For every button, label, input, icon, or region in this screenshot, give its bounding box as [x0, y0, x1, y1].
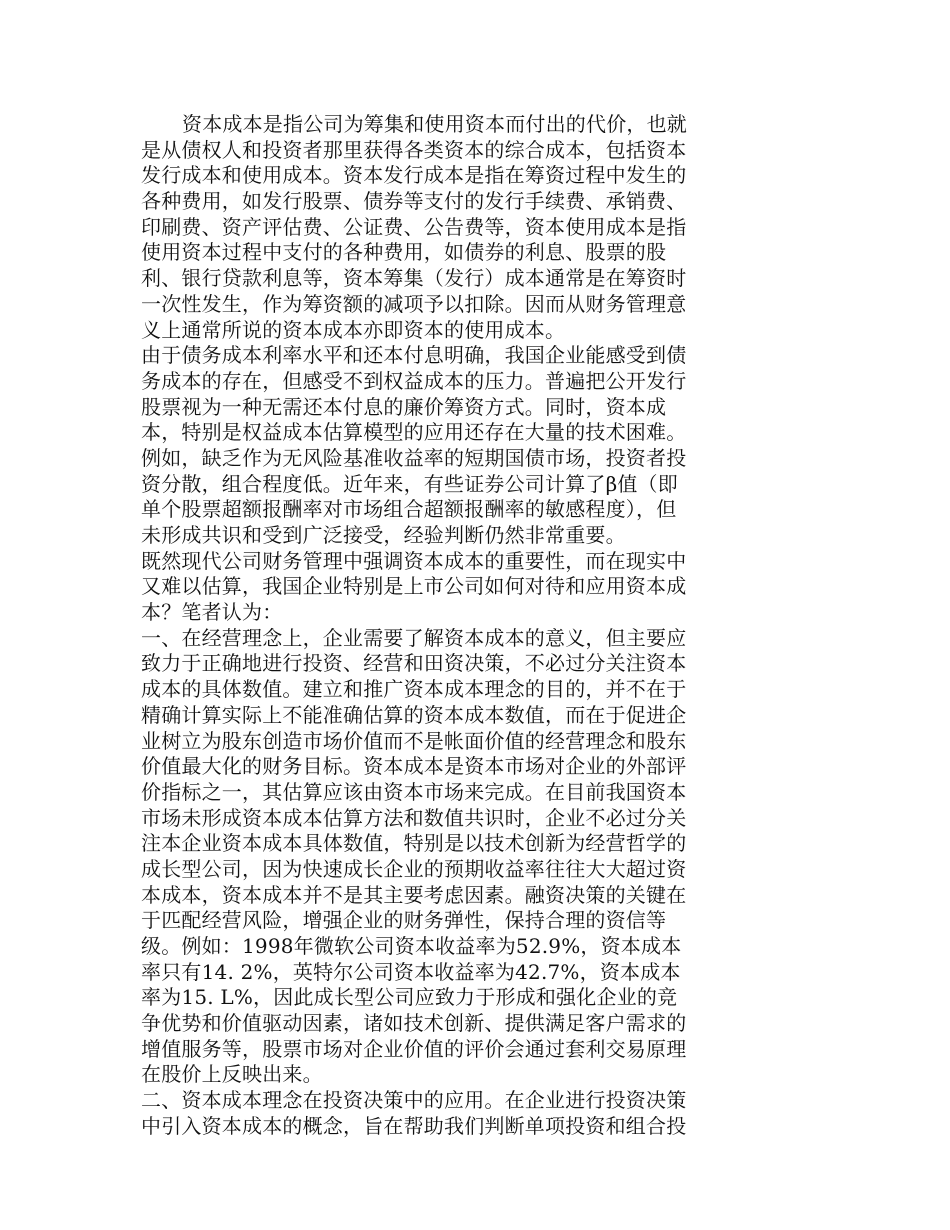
text-line: 使用资本过程中支付的各种费用，如债券的利息、股票的股	[141, 240, 667, 265]
text-line: 价指标之一，其估算应该由资本市场来完成。在目前我国资本	[141, 779, 687, 804]
text-line: 单个股票超额报酬率对市场组合超额报酬率的敏感程度），但	[141, 497, 677, 522]
text-line: 本成本，资本成本并不是其主要考虑因素。融资决策的关键在	[141, 882, 687, 907]
text-line: 例如，缺乏作为无风险基准收益率的短期国债市场，投资者投	[141, 445, 687, 470]
text-line: 级。例如：1998年微软公司资本收益率为52.9%，资本成本	[141, 934, 682, 958]
text-line: 股票视为一种无需还本付息的廉价筹资方式。同时，资本成	[141, 394, 667, 419]
text-line: 一、在经营理念上，企业需要了解资本成本的意义，但主要应	[141, 625, 687, 650]
text-line: 印刷费、资产评估费、公证费、公告费等，资本使用成本是指	[141, 214, 687, 239]
text-line: 精确计算实际上不能准确估算的资本成本数值，而在于促进企	[141, 702, 687, 727]
body-text	[141, 112, 741, 1140]
text-line: 在股价上反映出来。	[141, 1062, 323, 1087]
text-line: 是从债权人和投资者那里获得各类资本的综合成本，包括资本	[141, 137, 687, 162]
text-line: 一次性发生，作为筹资额的减项予以扣除。因而从财务管理意	[141, 291, 687, 316]
text-line: 注本企业资本成本具体数值，特别是以技术创新为经营哲学的	[141, 831, 687, 856]
text-line: 各种费用，如发行股票、债券等支付的发行手续费、承销费、	[141, 189, 687, 214]
text-line: 率只有14. 2%，英特尔公司资本收益率为42.7%，资本成本	[141, 959, 681, 984]
text-line: 增值服务等，股票市场对企业价值的评价会通过套利交易原理	[141, 1036, 687, 1061]
text-line: 资本成本是指公司为筹集和使用资本而付出的代价，也就	[182, 112, 687, 136]
text-line: 业树立为股东创造市场价值而不是帐面价值的经营理念和股东	[141, 728, 687, 753]
text-line: 义上通常所说的资本成本亦即资本的使用成本。	[141, 317, 566, 342]
text-line: 价值最大化的财务目标。资本成本是资本市场对企业的外部评	[141, 754, 687, 779]
text-line: 市场未形成资本成本估算方法和数值共识时，企业不必过分关	[141, 805, 687, 830]
text-line: 成长型公司，因为快速成长企业的预期收益率往往大大超过资	[141, 856, 687, 881]
text-line: 率为15. L%，因此成长型公司应致力于形成和强化企业的竞	[141, 985, 678, 1010]
text-line: 发行成本和使用成本。资本发行成本是指在筹资过程中发生的	[141, 163, 687, 188]
text-line: 本，特别是权益成本估算模型的应用还存在大量的技术困难。	[141, 420, 687, 445]
text-line: 资分散，组合程度低。近年来，有些证券公司计算了β值（即	[141, 471, 678, 496]
text-line: 由于债务成本利率水平和还本付息明确，我国企业能感受到债	[141, 343, 687, 368]
text-line: 中引入资本成本的概念，旨在帮助我们判断单项投资和组合投	[141, 1113, 687, 1138]
text-line: 既然现代公司财务管理中强调资本成本的重要性，而在现实中	[141, 548, 687, 573]
text-line: 务成本的存在，但感受不到权益成本的压力。普遍把公开发行	[141, 368, 687, 393]
text-line: 争优势和价值驱动因素，诸如技术创新、提供满足客户需求的	[141, 1011, 687, 1036]
text-line: 二、资本成本理念在投资决策中的应用。在企业进行投资决策	[141, 1088, 687, 1113]
text-line: 未形成共识和受到广泛接受，经验判断仍然非常重要。	[141, 523, 626, 547]
text-line: 成本的具体数值。建立和推广资本成本理念的目的，并不在于	[141, 677, 687, 702]
text-line: 本？笔者认为：	[141, 600, 283, 625]
text-line: 于匹配经营风险，增强企业的财务弹性，保持合理的资信等	[141, 908, 667, 933]
text-line: 致力于正确地进行投资、经营和田资决策，不必过分关注资本	[141, 651, 687, 676]
text-line: 又难以估算，我国企业特别是上市公司如何对待和应用资本成	[141, 574, 687, 599]
text-line: 利、银行贷款利息等，资本筹集（发行）成本通常是在筹资时	[141, 266, 687, 291]
